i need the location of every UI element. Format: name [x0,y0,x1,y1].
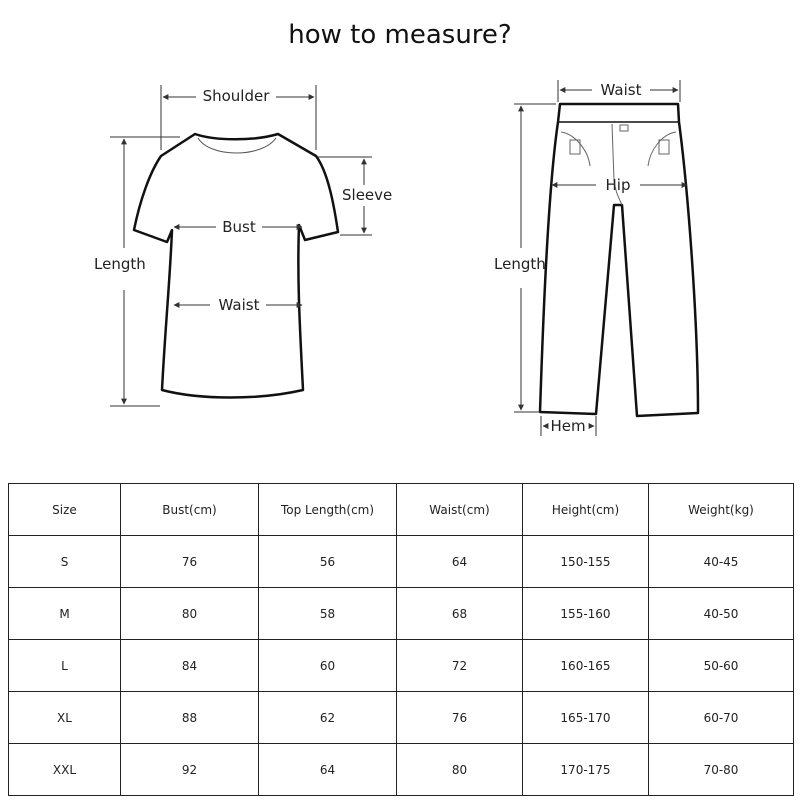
table-row [9,744,794,796]
label-shirt-length: Length [94,255,146,273]
pants-illustration [540,104,698,416]
cell-height: 160-165 [523,640,649,692]
tshirt-measure-lines [110,85,372,406]
label-pants-waist: Waist [600,81,642,99]
cell-weight: 50-60 [649,640,794,692]
cell-size: L [9,640,121,692]
cell-waist: 80 [397,744,523,796]
table-row [9,536,794,588]
header-size: Size [9,484,121,536]
cell-height: 150-155 [523,536,649,588]
label-shirt-waist: Waist [218,296,260,314]
cell-weight: 60-70 [649,692,794,744]
cell-height: 165-170 [523,692,649,744]
label-hip: Hip [605,176,631,194]
cell-size: XL [9,692,121,744]
cell-waist: 72 [397,640,523,692]
page-title: how to measure? [288,20,512,50]
label-pants-length: Length [494,255,546,273]
header-top-length: Top Length(cm) [259,484,397,536]
cell-bust: 80 [121,588,259,640]
cell-weight: 40-50 [649,588,794,640]
cell-bust: 76 [121,536,259,588]
table-row [9,640,794,692]
cell-top-length: 62 [259,692,397,744]
cell-size: M [9,588,121,640]
cell-top-length: 64 [259,744,397,796]
cell-top-length: 60 [259,640,397,692]
table-row [9,588,794,640]
header-bust: Bust(cm) [121,484,259,536]
header-height: Height(cm) [523,484,649,536]
label-shoulder: Shoulder [202,87,270,105]
size-chart-table [8,483,794,796]
tshirt-illustration [134,134,338,398]
table-header-row [9,484,794,536]
cell-bust: 92 [121,744,259,796]
cell-waist: 76 [397,692,523,744]
cell-bust: 84 [121,640,259,692]
cell-weight: 70-80 [649,744,794,796]
cell-height: 170-175 [523,744,649,796]
cell-size: XXL [9,744,121,796]
label-sleeve: Sleeve [342,186,393,204]
table-row [9,692,794,744]
label-bust: Bust [222,218,256,236]
header-waist: Waist(cm) [397,484,523,536]
cell-bust: 88 [121,692,259,744]
header-weight: Weight(kg) [649,484,794,536]
cell-weight: 40-45 [649,536,794,588]
cell-waist: 68 [397,588,523,640]
cell-top-length: 56 [259,536,397,588]
label-hem: Hem [550,417,586,435]
cell-height: 155-160 [523,588,649,640]
cell-waist: 64 [397,536,523,588]
cell-size: S [9,536,121,588]
cell-top-length: 58 [259,588,397,640]
